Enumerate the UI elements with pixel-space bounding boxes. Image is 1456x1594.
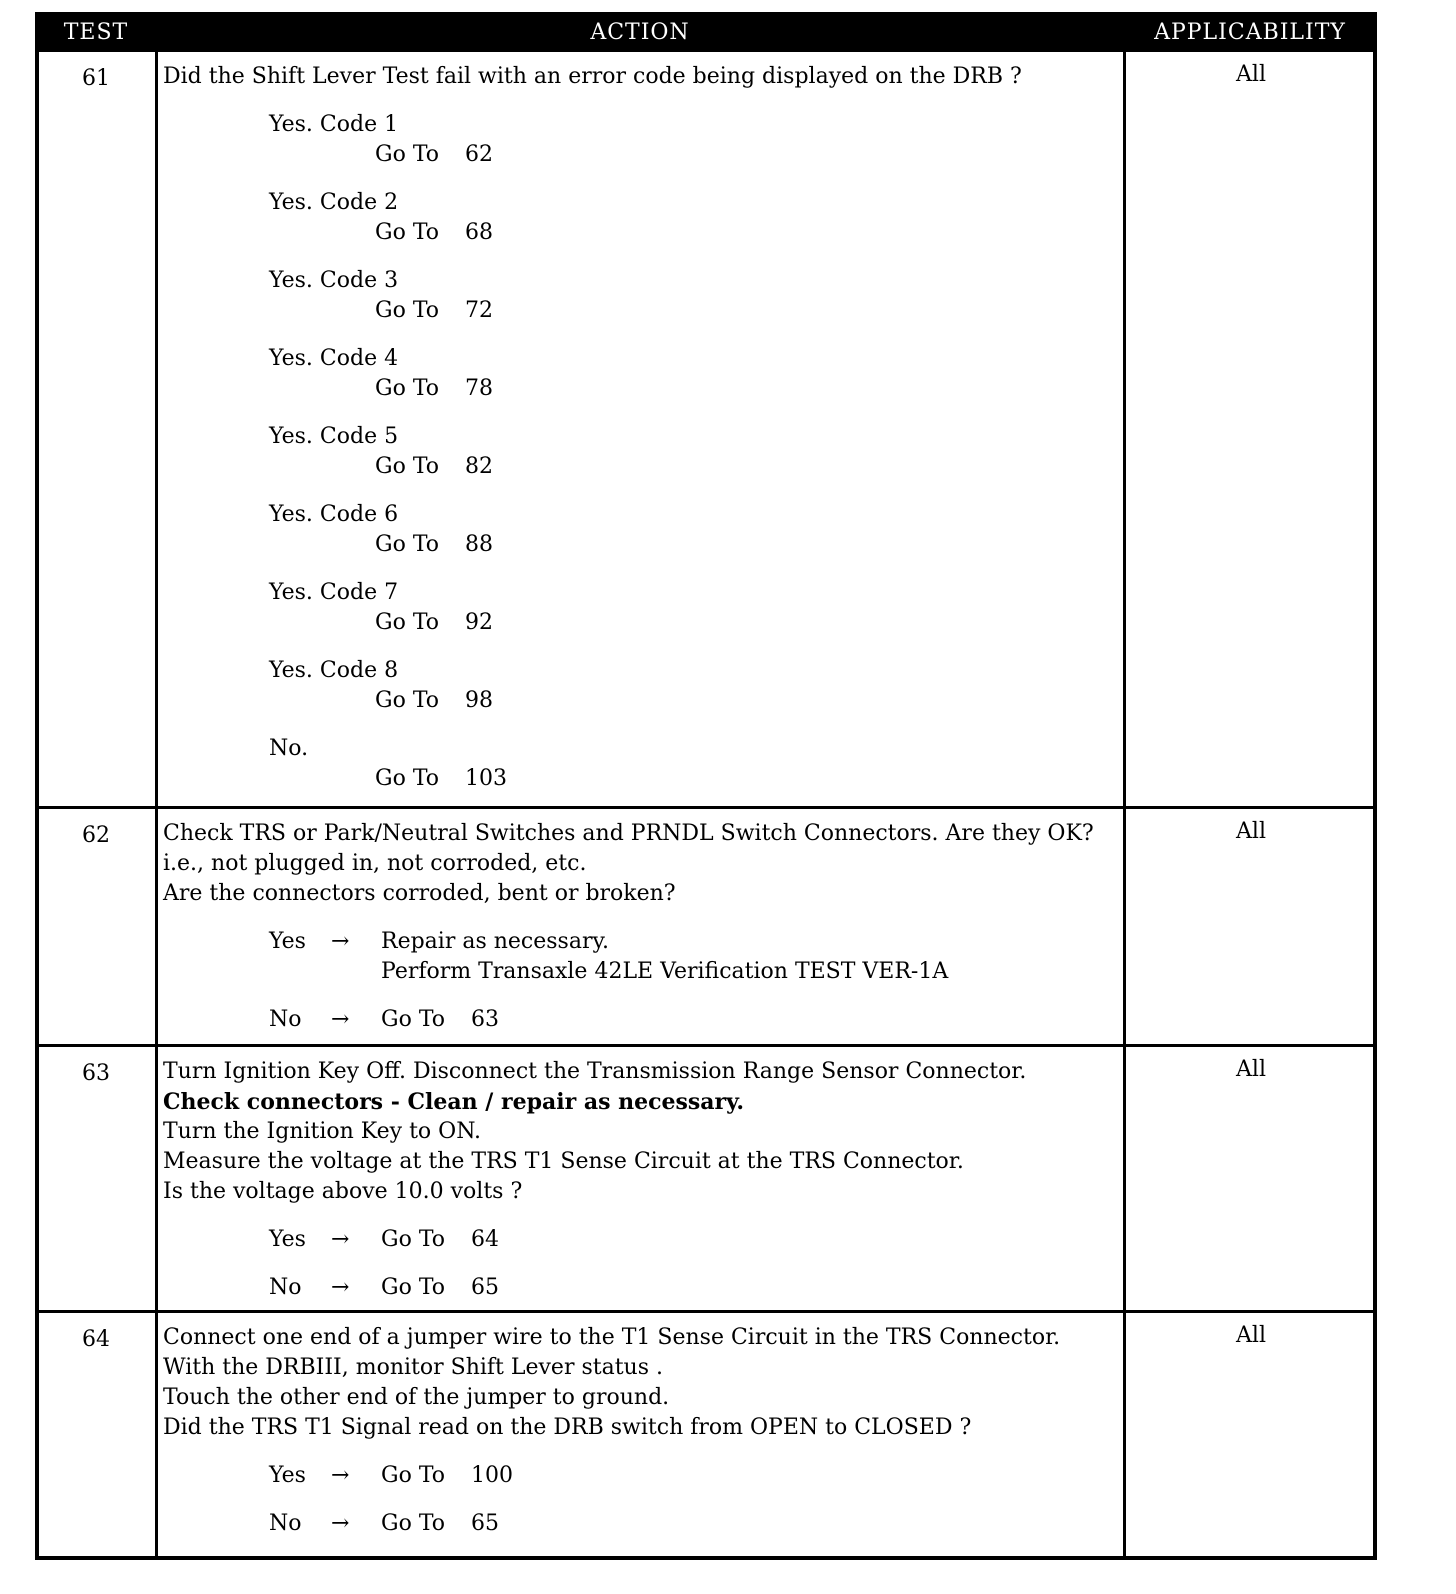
header-action: ACTION bbox=[590, 20, 690, 45]
answer-goto: Go To 103 bbox=[375, 766, 507, 791]
answer-goto: Go To 82 bbox=[375, 454, 493, 479]
answer-option: No. bbox=[269, 736, 309, 761]
applicability: All bbox=[1236, 1323, 1266, 1348]
answer-option: Yes. Code 6 bbox=[269, 502, 399, 527]
table-row bbox=[35, 52, 1377, 806]
action-cell bbox=[163, 1057, 1123, 1303]
answer-goto: Go To 98 bbox=[375, 688, 493, 713]
action-line: Turn the Ignition Key to ON. bbox=[163, 1119, 482, 1144]
applicability: All bbox=[1236, 819, 1266, 844]
table-row bbox=[35, 1313, 1377, 1560]
answer-goto: Go To 72 bbox=[375, 298, 493, 323]
answer-option: Yes. Code 1 bbox=[269, 112, 399, 137]
action-line: Measure the voltage at the TRS T1 Sense Circuit at the TRS Connector. bbox=[163, 1149, 964, 1174]
answer-goto: Go To 92 bbox=[375, 610, 493, 635]
action-cell bbox=[163, 819, 1123, 1035]
action-line: Touch the other end of the jumper to ground. bbox=[163, 1385, 670, 1410]
answer-goto: Go To 68 bbox=[375, 220, 493, 245]
action-line: With the DRBIII, monitor Shift Lever status . bbox=[163, 1355, 663, 1380]
action-line: Turn Ignition Key Off. Disconnect the Transmission Range Sensor Connector. bbox=[163, 1059, 1027, 1084]
applicability: All bbox=[1236, 62, 1266, 87]
answer-option: Yes. Code 2 bbox=[269, 190, 399, 215]
action-line: Connect one end of a jumper wire to the T1 Sense Circuit in the TRS Connector. bbox=[163, 1325, 1061, 1350]
answer-option: Yes. Code 5 bbox=[269, 424, 399, 449]
answer-yes: Yes → Go To 64 bbox=[269, 1227, 499, 1252]
action-line: Did the TRS T1 Signal read on the DRB switch from OPEN to CLOSED ? bbox=[163, 1415, 972, 1440]
action-line: Are the connectors corroded, bent or broken? bbox=[163, 881, 676, 906]
test-number: 63 bbox=[82, 1061, 110, 1086]
answer-goto: Go To 78 bbox=[375, 376, 493, 401]
answer-yes: Yes → Go To 100 bbox=[269, 1463, 513, 1488]
answer-option: Yes. Code 8 bbox=[269, 658, 399, 683]
answer-option: Yes. Code 7 bbox=[269, 580, 399, 605]
test-number: 61 bbox=[82, 66, 110, 91]
answer-goto: Go To 62 bbox=[375, 142, 493, 167]
header-applicability: APPLICABILITY bbox=[1154, 20, 1346, 45]
answer-option: Yes. Code 3 bbox=[269, 268, 399, 293]
table-row bbox=[35, 809, 1377, 1044]
answer-no: No → Go To 65 bbox=[269, 1275, 499, 1300]
action-cell bbox=[163, 62, 1123, 794]
test-number: 64 bbox=[82, 1327, 110, 1352]
action-line: Check TRS or Park/Neutral Switches and PRNDL Switch Connectors. Are they OK? bbox=[163, 821, 1094, 846]
action-line: i.e., not plugged in, not corroded, etc. bbox=[163, 851, 587, 876]
question: Did the Shift Lever Test fail with an error code being displayed on the DRB ? bbox=[163, 64, 1022, 89]
test-number: 62 bbox=[82, 823, 110, 848]
header-test: TEST bbox=[63, 20, 129, 45]
applicability: All bbox=[1236, 1057, 1266, 1082]
table-header bbox=[35, 12, 1377, 52]
answer-option: Yes. Code 4 bbox=[269, 346, 399, 371]
answer-yes-continued: Perform Transaxle 42LE Verification TEST VER-1A bbox=[381, 959, 949, 984]
action-line: Is the voltage above 10.0 volts ? bbox=[163, 1179, 523, 1204]
answer-yes: Yes → Repair as necessary. bbox=[269, 929, 609, 954]
action-cell bbox=[163, 1323, 1123, 1539]
answer-goto: Go To 88 bbox=[375, 532, 493, 557]
table-row bbox=[35, 1047, 1377, 1310]
action-line-bold: Check connectors - Clean / repair as necessary. bbox=[163, 1089, 745, 1115]
diagnostic-table bbox=[35, 12, 1377, 1560]
answer-no: No → Go To 63 bbox=[269, 1007, 499, 1032]
answer-no: No → Go To 65 bbox=[269, 1511, 499, 1536]
